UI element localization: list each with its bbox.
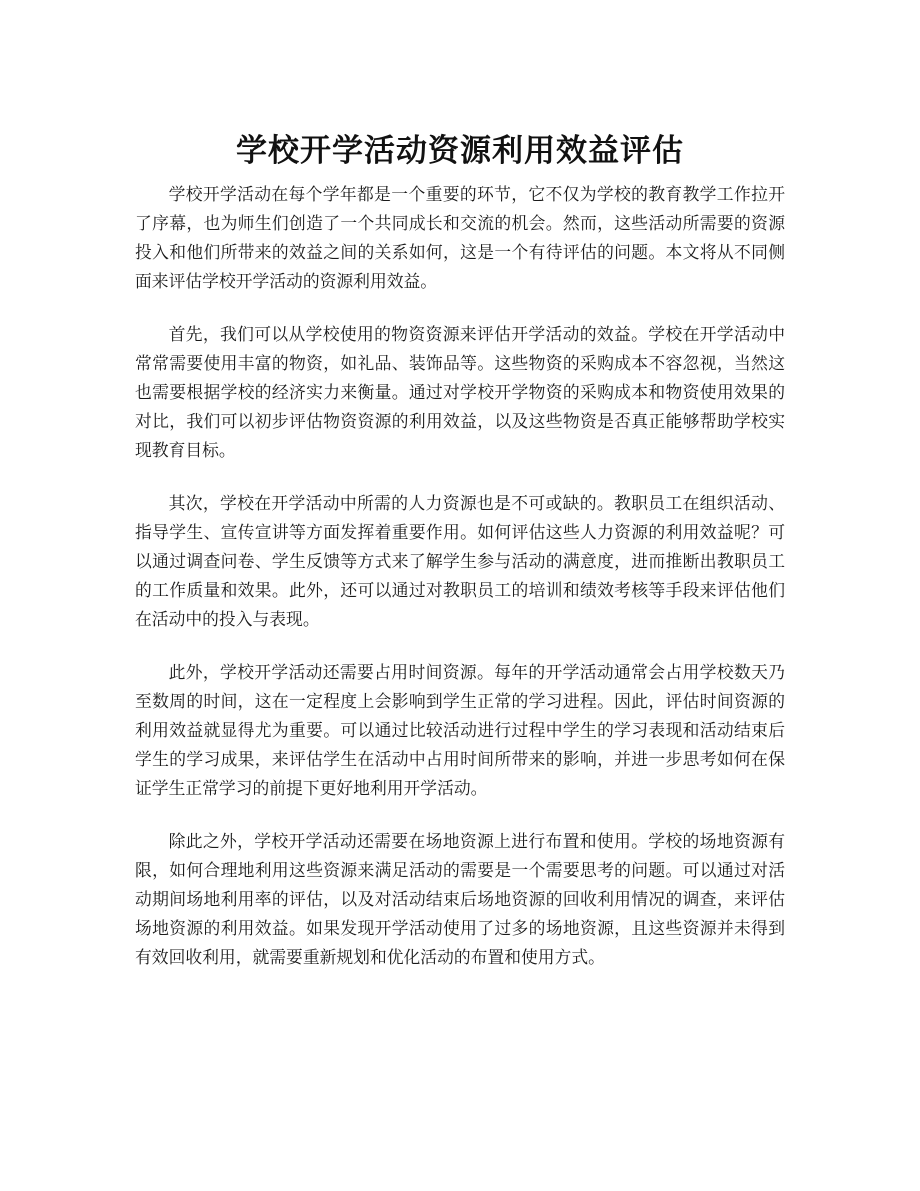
document-body xyxy=(135,180,785,996)
paragraph-intro: 学校开学活动在每个学年都是一个重要的环节，它不仅为学校的教育教学工作拉开了序幕，也为师生们创造了一个共同成长和交流的机会。然而，这些活动所需要的资源投入和他们所带来的效益之间的关系如何，这是一个有待评估的问题。本文将从不同侧面来评估学校开学活动的资源利用效益。 xyxy=(135,184,785,291)
paragraph-time-resources: 此外，学校开学活动还需要占用时间资源。每年的开学活动通常会占用学校数天乃至数周的时间，这在一定程度上会影响到学生正常的学习进程。因此，评估时间资源的利用效益就显得尤为重要。可以通过比较活动进行过程中学生的学习表现和活动结束后学生的学习成果，来评估学生在活动中占用时间所带来的影响，并进一步思考如何在保证学生正常学习的前提下更好地利用开学活动。 xyxy=(135,662,785,798)
paragraph-material-resources: 首先，我们可以从学校使用的物资资源来评估开学活动的效益。学校在开学活动中常常需要使用丰富的物资，如礼品、装饰品等。这些物资的采购成本不容忽视，当然这也需要根据学校的经济实力来衡量。通过对学校开学物资的采购成本和物资使用效果的对比，我们可以初步评估物资资源的利用效益，以及这些物资是否真正能够帮助学校实现教育目标。 xyxy=(135,324,785,460)
document-title: 学校开学活动资源利用效益评估 xyxy=(236,132,684,169)
paragraph-human-resources: 其次，学校在开学活动中所需的人力资源也是不可或缺的。教职员工在组织活动、指导学生、宣传宣讲等方面发挥着重要作用。如何评估这些人力资源的利用效益呢？可以通过调查问卷、学生反馈等方式来了解学生参与活动的满意度，进而推断出教职员工的工作质量和效果。此外，还可以通过对教职员工的培训和绩效考核等手段来评估他们在活动中的投入与表现。 xyxy=(135,493,785,629)
paragraph-venue-resources: 除此之外，学校开学活动还需要在场地资源上进行布置和使用。学校的场地资源有限，如何合理地利用这些资源来满足活动的需要是一个需要思考的问题。可以通过对活动期间场地利用率的评估，以及对活动结束后场地资源的回收利用情况的调查，来评估场地资源的利用效益。如果发现开学活动使用了过多的场地资源，且这些资源并未得到有效回收利用，就需要重新规划和优化活动的布置和使用方式。 xyxy=(135,831,785,967)
